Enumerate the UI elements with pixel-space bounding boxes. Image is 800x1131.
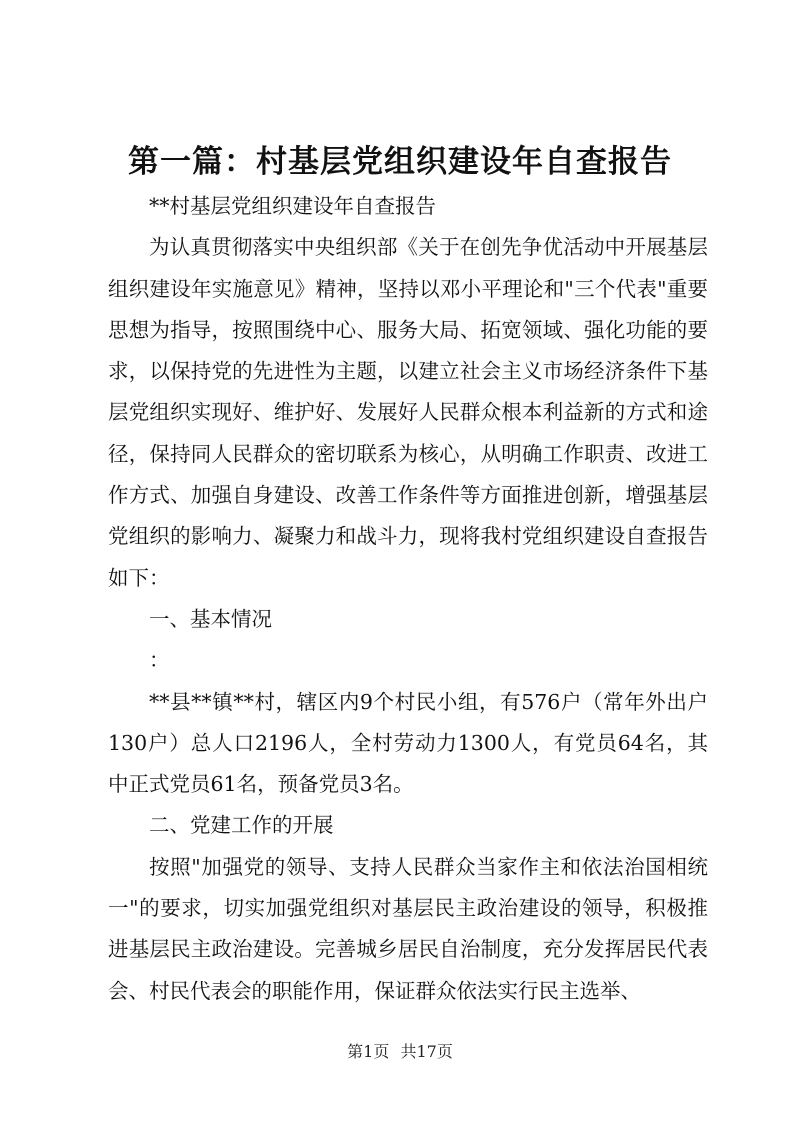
intro-paragraph: 为认真贯彻落实中央组织部《关于在创先争优活动中开展基层组织建设年实施意见》精神，坚持以邓小平理论和"三个代表"重要思想为指导，按照围绕中心、服务大局、拓宽领域、强化功能的要求，以保持党的先进性为主题，以建立社会主义市场经济条件下基层党组织实现好、维护好、发展好人民群众根本利益新的方式和途径，保持同人民群众的密切联系为核心，从明确工作职责、改进工作方式、加强自身建设、改善工作条件等方面推进创新，增强基层党组织的影响力、凝聚力和战斗力，现将我村党组织建设自查报告如下： xyxy=(108,235,708,590)
document-body xyxy=(108,186,708,1012)
section-heading-basic: 一、基本情况 xyxy=(149,606,272,631)
document-title: 第一篇：村基层党组织建设年自查报告 xyxy=(128,144,672,180)
section-heading-party-work: 二、党建工作的开展 xyxy=(149,813,334,838)
page-number: 第1页 xyxy=(347,1042,390,1061)
party-work-paragraph: 按照"加强党的领导、支持人民群众当家作主和依法治国相统一"的要求，切实加强党组织对基层民主政治建设的领导，积极推进基层民主政治建设。完善城乡居民自治制度，充分发挥居民代表会、村民代表会的职能作用，保证群众依法实行民主选举、 xyxy=(108,854,708,1003)
page-total: 共17页 xyxy=(400,1042,453,1061)
page-footer xyxy=(0,1040,800,1064)
colon-line: ： xyxy=(149,648,170,673)
basic-info-paragraph: **县**镇**村，辖区内9个村民小组，有576户（常年外出户130户）总人口2196人，全村劳动力1300人，有党员64名，其中正式党员61名，预备党员3名。 xyxy=(108,689,708,797)
subtitle-paragraph: **村基层党组织建设年自查报告 xyxy=(149,194,436,218)
